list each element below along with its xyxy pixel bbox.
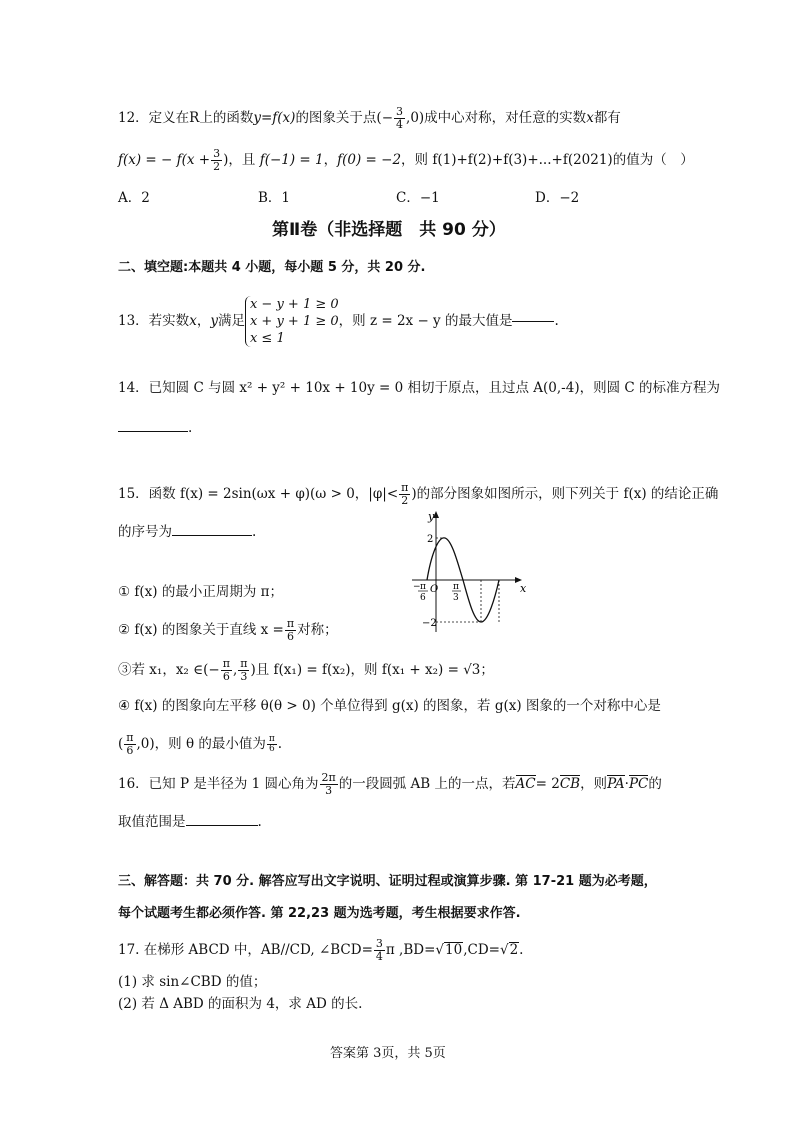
q16-line2: 取值范围是 . xyxy=(118,814,262,830)
q13: 13．若实数x，y满足x − y + 1 ≥ 0 x + y + 1 ≥ 0 x ≤ 1，则 z = 2x − y 的最大值是 . xyxy=(118,297,559,346)
q16-fraction: $\frac{2\pi}{3}$ xyxy=(321,771,336,797)
q15-item2-fraction: $\frac{\pi}{6}$ xyxy=(286,617,295,643)
q15-item3-fraction2: $\frac{\pi}{3}$ xyxy=(240,657,248,683)
graph-min-label: −2 xyxy=(422,618,437,629)
q12-option-d: D．−2 xyxy=(535,190,580,206)
graph-neg-den: 6 xyxy=(420,593,426,603)
q15-line2: 的序号为 . xyxy=(118,524,257,540)
graph-max-label: 2 xyxy=(427,534,434,545)
q12-option-a: A．2 xyxy=(118,190,150,206)
section2-heading: 二、填空题:本题共 4 小题，每小题 5 分，共 20 分. xyxy=(118,260,426,275)
q15-sine-graph xyxy=(400,508,530,634)
q12-line1: 12．定义在R上的函数y=f(x)的图象关于点(− $\frac{3}{4}$ ,0)成中心对称，对任意的实数x都有 xyxy=(118,105,621,131)
q15-item2: ② f(x) 的图象关于直线 x = $\frac{\pi}{6}$ 对称； xyxy=(118,617,338,643)
part2-title: 第Ⅱ卷（非选择题 共 90 分） xyxy=(272,220,506,240)
q17-part1: (1) 求 sin∠CBD 的值； xyxy=(118,974,267,990)
section3-heading-line2: 每个试题考生都必须作答. 第 22,23 题为选考题，考生根据要求作答. xyxy=(118,906,521,921)
sqrt-10: 10 xyxy=(445,942,463,958)
vector-cb: CB xyxy=(559,776,581,792)
graph-neg-pi: π xyxy=(420,582,426,592)
graph-y-label: y xyxy=(428,510,435,523)
q12-option-b: B．1 xyxy=(258,190,291,206)
graph-neg-sign: − xyxy=(413,582,421,592)
section3-heading-line1: 三、解答题：共 70 分. 解答应写出文字说明、证明过程或演算步骤. 第 17-21 题为必考题， xyxy=(118,874,657,889)
q14-line1: 14．已知圆 C 与圆 x² + y² + 10x + 10y = 0 相切于原点，且过点 A(0,-4)，则圆 C 的标准方程为 xyxy=(118,380,721,396)
graph-pos-pi: π xyxy=(453,582,459,592)
sqrt-2: 2 xyxy=(509,942,519,958)
graph-pos-den: 3 xyxy=(453,593,459,603)
q15-item4-line2: ( $\frac{\pi}{6}$ ,0)，则 θ 的最小值为 $\frac{\pi}{6}$ . xyxy=(118,731,283,757)
graph-x-label: x xyxy=(520,582,527,595)
q15-answer-blank[interactable] xyxy=(172,535,252,536)
q15-line1: 15．函数 f(x) = 2sin(ωx + φ)(ω > 0，|φ|< $\frac{\pi}{2}$ )的部分图象如图所示，则下列关于 f(x) 的结论正确 xyxy=(118,481,719,507)
q12-fraction-3-2: $\frac{3}{2}$ xyxy=(213,147,221,173)
vector-ac: AC xyxy=(515,776,536,792)
q15-item4-line1: ④ f(x) 的图象向左平移 θ(θ > 0) 个单位得到 g(x) 的图象，若 g(x) 图象的一个对称中心是 xyxy=(118,698,661,714)
q17-statement: 17. 在梯形 ABCD 中，AB//CD, ∠BCD= $\frac{3}{4}$ π ,BD=√10,CD=√2. xyxy=(118,937,524,963)
q14-line2: . xyxy=(118,418,192,438)
q12-option-c: C．−1 xyxy=(396,190,440,206)
q12-fraction-3-4: $\frac{3}{4}$ xyxy=(396,105,404,131)
q13-constraint-system: x − y + 1 ≥ 0 x + y + 1 ≥ 0 x ≤ 1 xyxy=(245,296,339,347)
q16-line1: 16．已知 P 是半径为 1 圆心角为 $\frac{2\pi}{3}$ 的一段圆弧 AB 上的一点，若AC= 2CB，则PA·PC的 xyxy=(118,771,662,797)
vector-pc: PC xyxy=(628,776,649,792)
q17-part2: (2) 若 Δ ABD 的面积为 4，求 AD 的长. xyxy=(118,996,363,1012)
q13-answer-blank[interactable] xyxy=(512,321,554,322)
q17-fraction: $\frac{3}{4}$ xyxy=(375,937,383,963)
q15-item4-answer-fraction: $\frac{\pi}{6}$ xyxy=(268,734,275,754)
q16-answer-blank[interactable] xyxy=(186,825,258,826)
q12-line2: f(x) = − f(x + $\frac{3}{2}$ )，且 f(−1) = 1，f(0) = −2，则 f(1)+f(2)+f(3)+...+f(2021)的值为（ ） xyxy=(118,147,694,173)
q15-item1: ① f(x) 的最小正周期为 π； xyxy=(118,584,283,600)
q15-item3: ③若 x₁，x₂ ∈(− $\frac{\pi}{6}$ , $\frac{\pi}{3}$ )且 f(x₁) = f(x₂)，则 f(x₁ + x₂) = √3； xyxy=(118,657,494,683)
q15-item3-fraction1: $\frac{\pi}{6}$ xyxy=(222,657,230,683)
page-footer: 答案第 3页，共 5页 xyxy=(330,1046,446,1061)
graph-origin-label: O xyxy=(430,584,439,595)
q15-item4-fraction: $\frac{\pi}{6}$ xyxy=(126,731,134,757)
q15-fraction-pi-2: $\frac{\pi}{2}$ xyxy=(401,481,409,507)
q14-answer-blank[interactable] xyxy=(118,431,188,432)
vector-pa: PA xyxy=(607,776,625,792)
